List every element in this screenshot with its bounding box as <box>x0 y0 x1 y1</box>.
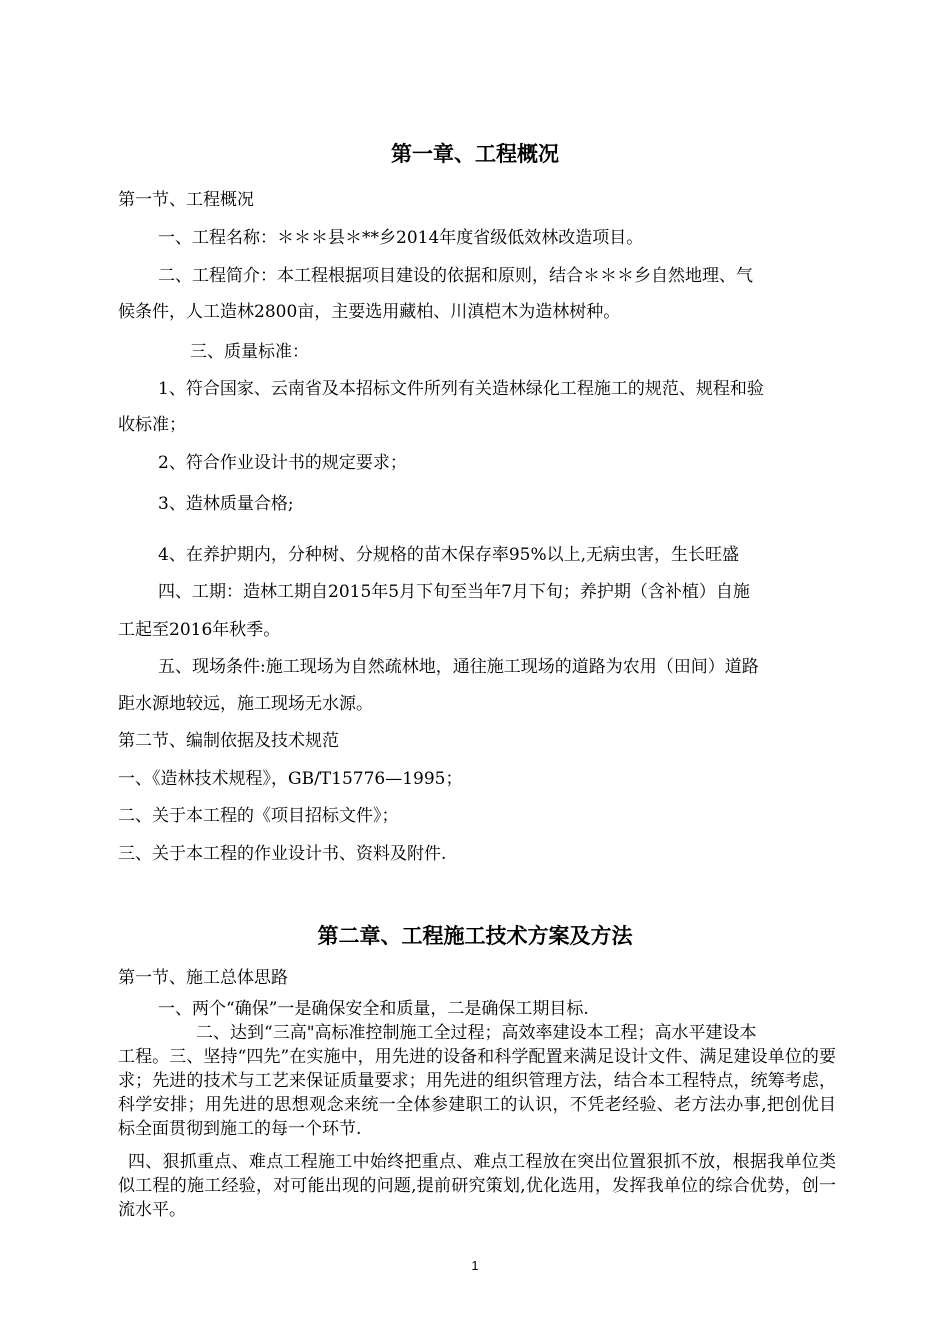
chapter-2-title: 第二章、工程施工技术方案及方法 <box>317 923 633 948</box>
principle-1: 一、两个“确保”一是确保安全和质量，二是确保工期目标. <box>158 999 589 1019</box>
standard-4: 4、在养护期内，分种树、分规格的苗木保存率95%以上,无病虫害，生长旺盛 <box>158 545 740 565</box>
schedule-line-2: 工起至2016年秋季。 <box>118 620 281 640</box>
project-intro-line-2: 候条件，人工造林2800亩，主要选用藏柏、川滇桤木为造林树种。 <box>118 302 621 322</box>
standard-3: 3、造林质量合格; <box>158 494 294 514</box>
chapter-1-title: 第一章、工程概况 <box>391 141 559 166</box>
basis-1: 一、《造林技术规程》，GB/T15776—1995； <box>118 769 463 789</box>
site-conditions-line-1: 五、现场条件:施工现场为自然疏林地，通往施工现场的道路为农用（田间）道路 <box>158 657 759 677</box>
site-conditions-line-2: 距水源地较远，施工现场无水源。 <box>118 694 373 714</box>
section-1-title: 第一节、工程概况 <box>118 190 254 210</box>
project-intro-line-1: 二、工程简介：本工程根据项目建设的依据和原则，结合＊＊＊乡自然地理、气 <box>158 266 753 286</box>
principle-4-paragraph: 四、狠抓重点、难点工程施工中始终把重点、难点工程放在突出位置狠抓不放，根据我单位类似工程的施工经验，对可能出现的问题,提前研究策划,优化选用，发挥我单位的综合优势，创一流水平。 <box>118 1152 836 1220</box>
project-name: 一、工程名称：＊＊＊县＊**乡2014年度省级低效林改造项目。 <box>158 228 644 248</box>
basis-2: 二、关于本工程的《项目招标文件》； <box>118 806 399 826</box>
principle-2-line-1: 二、达到“三高"高标准控制施工全过程；高效率建设本工程；高水平建设本 <box>196 1023 757 1043</box>
page-number: 1 <box>471 1258 479 1273</box>
principle-2-3-paragraph: 工程。三、坚持“四先”在实施中，用先进的设备和科学配置来满足设计文件、满足建设单位的要求；先进的技术与工艺来保证质量要求；用先进的组织管理方法，结合本工程特点，统筹考虑，科学安排；用先进的思想观念来统一全体参建职工的认识，不凭老经验、老方法办事,把创优目标全面贯彻到施工的每一个环节. <box>118 1047 836 1139</box>
section-2-title: 第二节、编制依据及技术规范 <box>118 731 339 751</box>
standard-2: 2、符合作业设计书的规定要求； <box>158 453 407 473</box>
standard-1-line-2: 收标准； <box>118 415 186 435</box>
chapter-2-section-1-title: 第一节、施工总体思路 <box>118 968 288 988</box>
schedule-line-1: 四、工期：造林工期自2015年5月下旬至当年7月下旬；养护期（含补植）自施 <box>158 582 750 602</box>
quality-standard-title: 三、质量标准： <box>190 342 309 362</box>
basis-3: 三、关于本工程的作业设计书、资料及附件. <box>118 844 447 864</box>
standard-1-line-1: 1、符合国家、云南省及本招标文件所列有关造林绿化工程施工的规范、规程和验 <box>158 379 764 399</box>
